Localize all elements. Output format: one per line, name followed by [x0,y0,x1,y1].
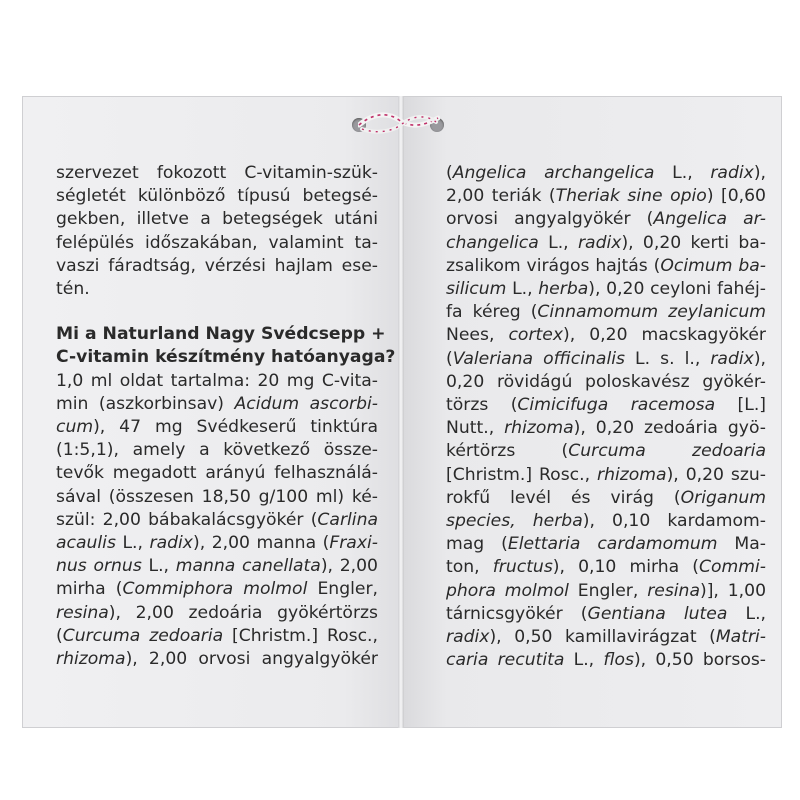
text-line: (1:5,1), amely a következő össze- [56,440,378,461]
text-line: (Curcuma zedoaria [Christm.] Rosc., [56,625,378,646]
text-line: zsalikom virágos hajtás (Ocimum ba- [446,255,766,276]
page-fold [398,96,404,728]
text-line: radix), 0,50 kamillavirágzat (Matri- [446,627,766,648]
text-line: rokfű levél és virág (Origanum [446,487,766,508]
text-line: 0,20 rövidágú poloskavész gyökér- [446,371,766,392]
text-line: felépülés időszakában, valamint ta- [56,232,378,253]
text-line: (Valeriana officinalis L. s. l., radix), [446,348,766,369]
text-line: mag (Elettaria cardamomum Ma- [446,534,767,555]
text-line: tevők megadott arányú felhasználá- [56,463,378,484]
section-heading [56,323,396,369]
right-page-text [446,162,766,672]
text-line: 1,0 ml oldat tartalma: 20 mg C-vita- [56,370,378,391]
text-line: acaulis L., radix), 2,00 manna (Fraxi- [56,533,378,554]
binding-string-icon [358,110,440,136]
text-line: sával (összesen 18,50 g/100 ml) ké- [56,486,378,507]
text-line: species, herba), 0,10 kardamom- [446,511,766,532]
text-line: kértörzs (Curcuma zedoaria [446,441,766,462]
text-line: Nutt., rhizoma), 0,20 zedoária gyö- [446,418,766,439]
text-line: vaszi fáradtság, vérzési hajlam ese- [56,255,378,276]
text-line: changelica L., radix), 0,20 kerti ba- [446,232,767,253]
text-line: [Christm.] Rosc., rhizoma), 0,20 szu- [446,464,766,485]
booklet [22,96,782,728]
text-line: phora molmol Engler, resina)], 1,00 [446,580,767,601]
text-line: rhizoma), 2,00 orvosi angyalgyökér [56,649,378,670]
text-line: C-vitamin készítmény hatóanyaga? [56,347,396,368]
left-page-text [56,162,396,671]
text-line: tén. [56,279,90,300]
text-line: szervezet fokozott C-vitamin-szük- [56,163,378,183]
paragraph-gap [56,301,378,323]
text-line: szül: 2,00 bábakalácsgyökér (Carlina [56,509,378,530]
text-line: resina), 2,00 zedoária gyökértörzs [56,602,378,623]
text-line: törzs (Cimicifuga racemosa [L.] [446,395,766,416]
text-line: (Angelica archangelica L., radix), [446,163,766,183]
text-line: silicum L., herba), 0,20 ceyloni fahéj- [446,279,766,300]
text-line: ségletét különböző típusú betegsé- [56,186,378,207]
text-line: gekben, illetve a betegségek utáni [56,209,378,230]
text-line: Nees, cortex), 0,20 macskagyökér [446,325,766,346]
text-line: 2,00 teriák (Theriak sine opio) [0,60 [446,186,766,207]
ingredients-paragraph [56,370,378,672]
text-line: nus ornus L., manna canellata), 2,00 [56,556,378,577]
text-line: mirha (Commiphora molmol Engler, [56,579,378,600]
text-line: min (aszkorbinsav) Acidum ascorbi- [56,393,379,414]
text-line: Mi a Naturland Nagy Svédcsepp + [56,324,386,345]
text-line: ton, fructus), 0,10 mirha (Commi- [446,557,766,578]
text-line: cum), 47 mg Svédkeserű tinktúra [56,417,378,438]
intro-paragraph [56,162,378,301]
text-line: tárnicsgyökér (Gentiana lutea L., [446,603,766,624]
text-line: caria recutita L., flos), 0,50 borsos- [446,650,766,671]
text-line: orvosi angyalgyökér (Angelica ar- [446,209,766,230]
text-line: fa kéreg (Cinnamomum zeylanicum [446,302,766,323]
